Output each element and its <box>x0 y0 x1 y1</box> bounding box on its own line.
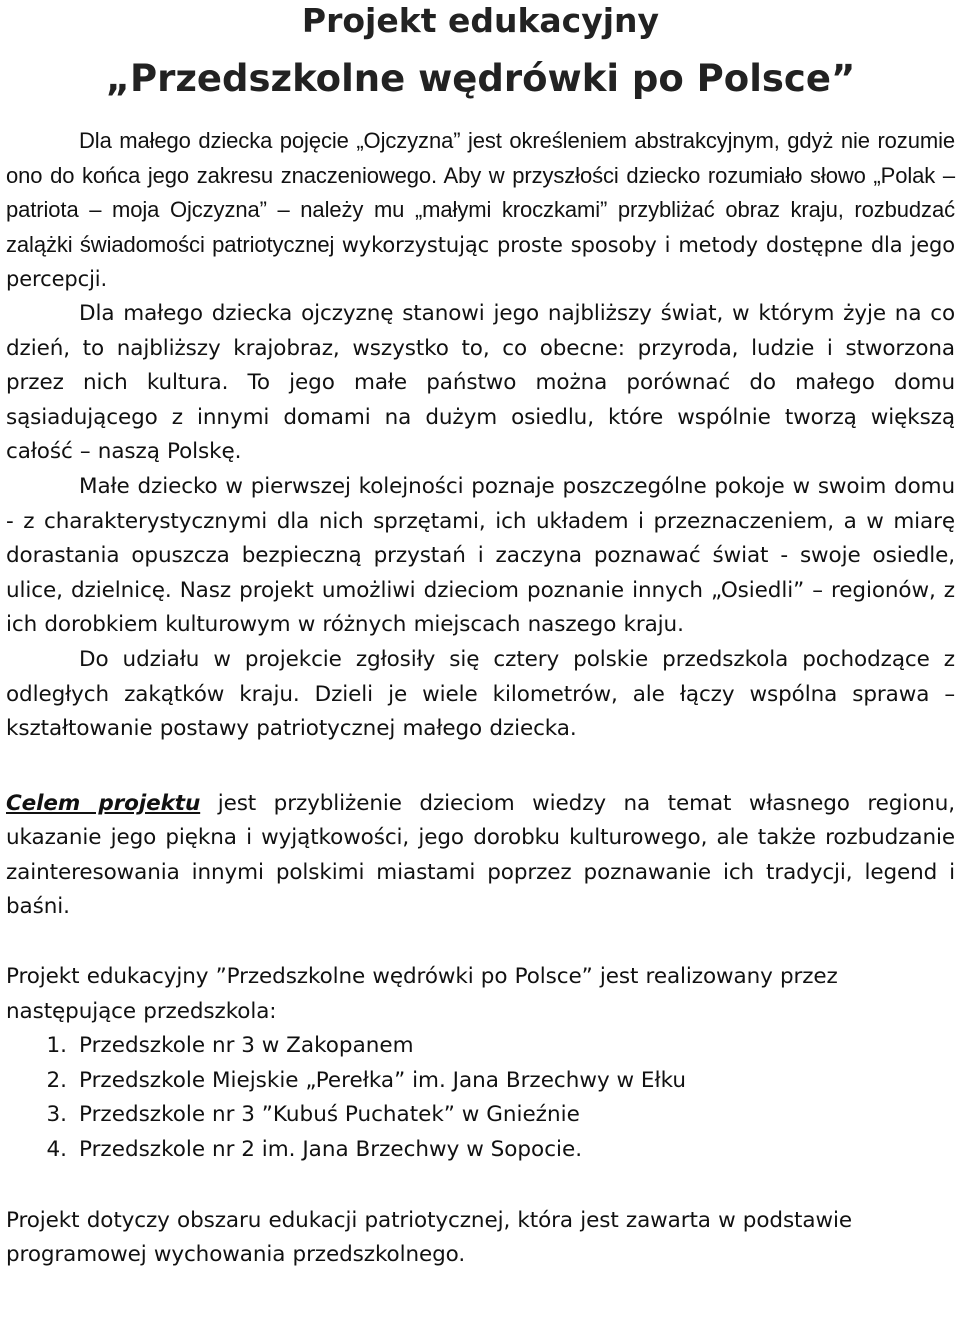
list-item-text: Przedszkole Miejskie „Perełka” im. Jana Brzechwy w Ełku <box>79 1067 687 1093</box>
list-item-number: 1. <box>46 1033 67 1059</box>
paragraph-goal <box>6 787 955 925</box>
document-title: Projekt edukacyjny <box>301 1 660 40</box>
list-item-text: Przedszkole nr 3 w Zakopanem <box>79 1033 414 1059</box>
list-item <box>6 1064 955 1099</box>
list-item <box>6 1098 955 1133</box>
paragraph-child-world: Małe dziecko w pierwszej kolejności poznaje poszczególne pokoje w swoim domu - z charakterystycznymi dla nich sprzętami, ich układem i przeznaczeniem, a w miarę dorastania opuszcza bezpieczną przystań i zaczyna poznawać świat - swoje osiedle, ulice, dzielnicę. Nasz projekt umożliwi dzieciom poznanie innych „Osiedli” – regionów, z ich dorobkiem kulturowym w różnych miejscach naszego kraju. <box>6 473 955 638</box>
project-name-title: „Przedszkolne wędrówki po Polsce” <box>105 57 856 100</box>
paragraph-realization: Projekt edukacyjny ”Przedszkolne wędrówki po Polsce” jest realizowany przez następujące przedszkola: <box>6 964 838 1024</box>
paragraph-scope: Projekt dotyczy obszaru edukacji patriotycznej, która jest zawarta w podstawie programowej wychowania przedszkolnego. <box>6 1207 852 1268</box>
paragraph-intro-tail: wykorzystując proste sposoby i metody dostępne dla jego percepcji. <box>6 232 956 292</box>
paragraph-participants: Do udziału w projekcie zgłosiły się cztery polskie przedszkola pochodzące z odległych zakątków kraju. Dzieli je wiele kilometrów, ale łączy wspólna sprawa – kształtowanie postawy patriotycznej małego dziecka. <box>6 646 955 742</box>
list-item-number: 3. <box>46 1102 67 1128</box>
paragraph-intro-text: Dla małego dziecka pojęcie „Ojczyzna” jest określeniem abstrakcyjnym, gdyż nie rozumie ono do końca jego zakresu znaczeniowego. Aby w przyszłości dziecko rozumiało słowo „Polak – patriota – moja Ojczyzna” – należy mu „małymi kroczkami” przybliżać obraz kraju, rozbudzać zalążki świadomości patriotycznej <box>6 128 955 257</box>
list-item-number: 2. <box>46 1067 67 1093</box>
goal-text: jest przybliżenie dzieciom wiedzy na temat własnego regionu, ukazanie jego piękna i wyjątkowości, jego dorobku kulturowego, ale także rozbudzanie zainteresowania innymi polskimi miastami poprzez poznawanie ich tradycji, legend i baśni. <box>6 790 955 920</box>
list-item <box>6 1133 955 1168</box>
list-item <box>6 1029 955 1064</box>
list-item-text: Przedszkole nr 3 ”Kubuś Puchatek” w Gnieźnie <box>79 1102 580 1128</box>
list-item-number: 4. <box>46 1137 67 1163</box>
paragraph-intro <box>6 124 955 297</box>
list-item-text: Przedszkole nr 2 im. Jana Brzechwy w Sopocie. <box>79 1137 583 1163</box>
paragraph-homeland: Dla małego dziecka ojczyznę stanowi jego najbliższy świat, w którym żyje na co dzień, to najbliższy krajobraz, wszystko to, co obecne: przyroda, ludzie i stworzona przez nich kultura. To jego małe państwo można porównać do małego domu sąsiadującego z innymi domami na dużym osiedlu, które wspólnie tworzą większą całość – naszą Polskę. <box>6 300 955 465</box>
school-list <box>6 1029 955 1167</box>
goal-label: Celem projektu <box>6 790 201 816</box>
